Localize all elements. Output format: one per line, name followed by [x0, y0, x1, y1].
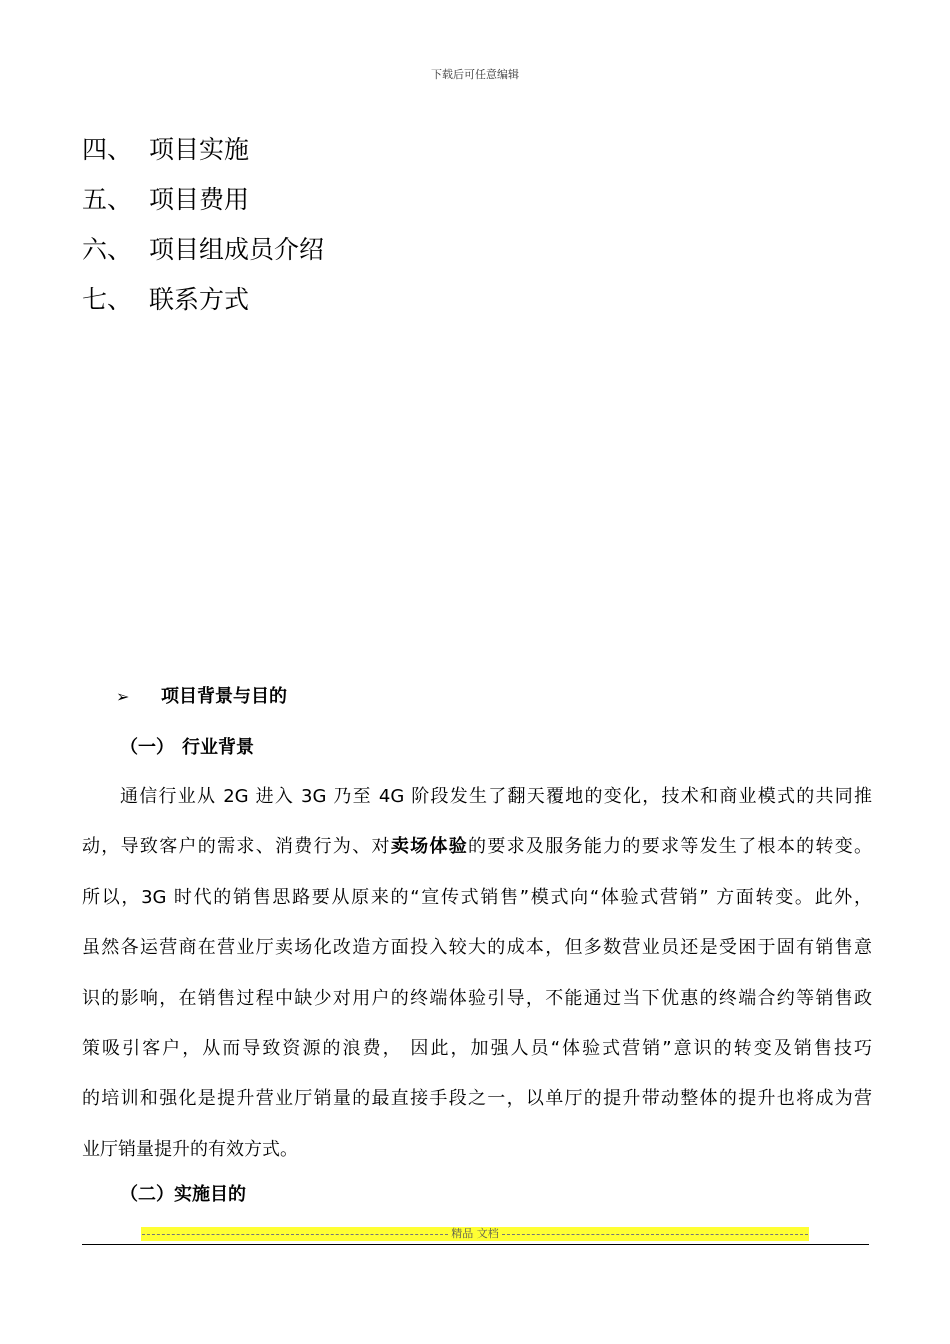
dashed-divider — [142, 1234, 448, 1235]
toc-item-number: 四、 — [82, 135, 133, 164]
toc-item — [82, 230, 324, 280]
paragraph-line: 的培训和强化是提升营业厅销量的最直接手段之一，以单厅的提升带动整体的提升也将成为营 — [82, 1088, 872, 1110]
section-title: 项目背景与目的 — [161, 686, 287, 707]
footer-watermark-band — [141, 1227, 809, 1241]
paragraph-text: 的要求及服务能力的要求等发生了根本的转变。 — [468, 836, 873, 858]
emphasis-text: 卖场体验 — [390, 836, 469, 858]
toc-item-label: 项目实施 — [149, 135, 250, 164]
dashed-divider — [502, 1234, 808, 1235]
subheading-title: 行业背景 — [182, 737, 254, 758]
paragraph-line: 所以，3G 时代的销售思路要从原来的“宣传式销售”模式向“体验式营销” 方面转变。此外， — [82, 886, 872, 908]
paragraph-line: 业厅销量提升的有效方式。 — [82, 1138, 298, 1160]
toc-item-number: 七、 — [82, 285, 133, 314]
toc-item-number: 六、 — [82, 235, 133, 264]
subheading-number: （一） — [120, 737, 174, 758]
toc-item-label: 项目组成员介绍 — [149, 235, 325, 264]
paragraph-line: 策吸引客户，从而导致资源的浪费， 因此，加强人员“体验式营销”意识的转变及销售技巧 — [82, 1037, 872, 1059]
paragraph-line: 识的影响，在销售过程中缺少对用户的终端体验引导，不能通过当下优惠的终端合约等销售政 — [82, 987, 872, 1009]
arrow-bullet-icon: ➢ — [116, 687, 130, 706]
table-of-contents — [82, 130, 324, 330]
toc-item — [82, 280, 324, 330]
subheading-implementation-goal: （二）实施目的 — [120, 1184, 246, 1205]
paragraph-line: 通信行业从 2G 进入 3G 乃至 4G 阶段发生了翻天覆地的变化，技术和商业模式的共同推 — [120, 786, 872, 807]
footer-rule — [82, 1244, 869, 1245]
body-paragraph — [82, 784, 872, 1187]
toc-item-label: 联系方式 — [149, 285, 250, 314]
footer-label: 精品 文档 — [451, 1227, 499, 1240]
section-heading — [116, 684, 287, 710]
paragraph-line — [82, 834, 872, 884]
paragraph-text: 动，导致客户的需求、消费行为、对 — [82, 836, 391, 858]
paragraph-line: 虽然各运营商在营业厅卖场化改造方面投入较大的成本，但多数营业员还是受困于固有销售意 — [82, 937, 872, 959]
toc-item — [82, 180, 324, 230]
toc-item — [82, 130, 324, 180]
toc-item-label: 项目费用 — [149, 185, 250, 214]
header-note: 下载后可任意编辑 — [431, 68, 519, 81]
toc-item-number: 五、 — [82, 185, 133, 214]
subheading-industry-background — [120, 735, 254, 761]
